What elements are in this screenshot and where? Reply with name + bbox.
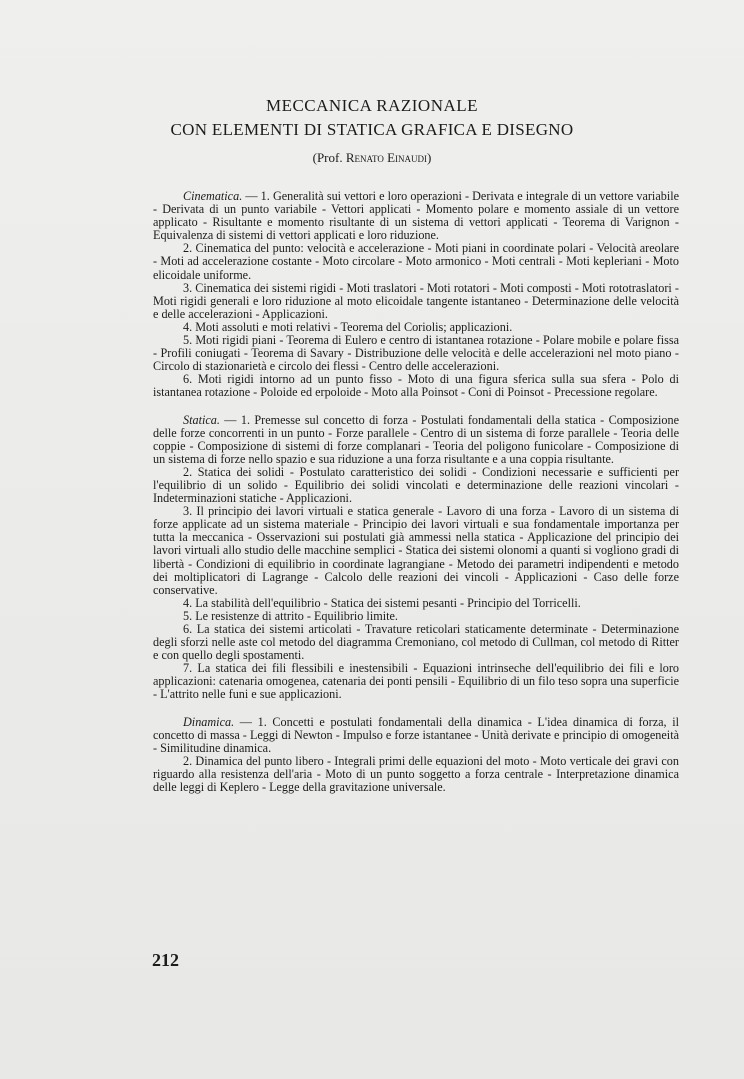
section-paragraph: 6. La statica dei sistemi articolati - Travature reticolari staticamente determinate - Determinazione degli sforzi nelle aste col metodo del diagramma Cremoniano, col metodo di Cullman, col metodo di Ritter e con quello degli spostamenti. (153, 622, 679, 663)
section-paragraph: 7. La statica dei fili flessibili e inestensibili - Equazioni intrinseche dell'equilibrio dei fili e loro applicazioni: catenaria omogenea, catenaria dei ponti pensili - Equilibrio di un filo teso sopra una superficie - L'attrito nelle funi e sue applicazioni. (153, 661, 679, 702)
section-paragraph: 5. Le resistenze di attrito - Equilibrio limite. (183, 608, 398, 623)
section-paragraph: 4. Moti assoluti e moti relativi - Teorema del Coriolis; applicazioni. (183, 319, 513, 334)
section-paragraph: 2. Statica dei solidi - Postulato caratteristico dei solidi - Condizioni necessarie e sufficienti per l'equilibrio di un solido - Equilibrio dei solidi vincolati e determinazione delle reazioni vincolari - Indeterminazioni statiche - Applicazioni. (153, 464, 679, 506)
section-paragraph: 4. La stabilità dell'equilibrio - Statica dei sistemi pesanti - Principio del Torricelli. (183, 595, 581, 610)
section-paragraph: 2. Dinamica del punto libero - Integrali primi delle equazioni del moto - Moto verticale dei gravi con riguardo alla resistenza dell'aria - Moto di un punto soggetto a forza centrale - Interpretazione dinamica delle leggi di Keplero - Legge della gravitazione universale. (153, 753, 679, 795)
course-subtitle: CON ELEMENTI DI STATICA GRAFICA E DISEGNO (170, 120, 574, 139)
section-heading-statica: Statica. (183, 412, 220, 427)
section-paragraph: 2. Cinematica del punto: velocità e accelerazione - Moti piani in coordinate polari - Velocità areolare - Moti ad accelerazione costante - Moto circolare - Moto armonico - Moti centrali - Moti kepleriani - Moto elicoidale uniforme. (153, 241, 679, 282)
course-title: MECCANICA RAZIONALE (265, 96, 479, 115)
author-suffix: ) (427, 150, 432, 165)
section-paragraph: Cinematica. — 1. Generalità sui vettori e loro operazioni - Derivata e integrale di un vettore variabile - Derivata di un punto variabile - Vettori applicati - Momento polare e momento assiale di un vettore applicato - Risultante e momento risultante di un sistema di vettori applicati - Teorema di Varignon - Equivalenza di sistemi di vettori applicati e loro riduzione. (153, 189, 679, 243)
syllabus-body (153, 190, 679, 794)
section-heading-dinamica: Dinamica. (183, 714, 235, 729)
author-line (0, 150, 744, 166)
section-paragraph: Statica. — 1. Premesse sul concetto di forza - Postulati fondamentali della statica - Composizione delle forze concorrenti in un punto - Forze parallele - Centro di un sistema di forze parallele - Teoria delle coppie - Composizione di sistemi di forze complanari - Teoria del poligono funicolare - Composizione di un sistema di forze nello spazio e sua riduzione a una forza risultante e a una coppia risultante. (153, 412, 679, 466)
section-paragraph: 3. Il principio dei lavori virtuali e statica generale - Lavoro di una forza - Lavoro di un sistema di forze applicate ad un sistema materiale - Principio dei lavori virtuali e sua fondamentale importanza per tutta la meccanica - Osservazioni sui postulati già ammessi nella statica - Applicazione del principio dei lavori virtuali allo studio delle macchine semplici - Statica dei sistemi olonomi a quanti si vogliono gradi di libertà - Condizioni di equilibrio in coordinate lagrangiane - Metodo dei parametri indipendenti e metodo dei moltiplicatori di Lagrange - Calcolo delle reazioni dei vincoli - Applicazioni - Caso delle forze conservative. (153, 504, 679, 597)
section-paragraph: Dinamica. — 1. Concetti e postulati fondamentali della dinamica - L'idea dinamica di forza, il concetto di massa - Leggi di Newton - Impulso e forze istantanee - Unità derivate e principio di omogeneità - Similitudine dinamica. (153, 714, 679, 755)
section-paragraph: 3. Cinematica dei sistemi rigidi - Moti traslatori - Moti rotatori - Moti composti - Moti rototraslatori - Moti rigidi generali e loro riduzione al moto elicoidale tangente istantaneo - Determinazione delle velocità e delle accelerazioni - Applicazioni. (153, 280, 679, 321)
author-name: Renato Einaudi (345, 150, 428, 165)
section-paragraph: 6. Moti rigidi intorno ad un punto fisso - Moto di una figura sferica sulla sua sfera - Polo di istantanea rotazione - Poloide ed erpoloide - Moto alla Poinsot - Coni di Poinsot - Precessione regolare. (153, 372, 679, 400)
author-prefix: (Prof. (312, 150, 346, 165)
section-heading-cinematica: Cinematica. (183, 189, 243, 203)
page-number: 212 (152, 950, 179, 970)
section-paragraph: 5. Moti rigidi piani - Teorema di Eulero e centro di istantanea rotazione - Polare mobile e polare fissa - Profili coniugati - Teorema di Savary - Distribuzione delle velocità e delle accelerazioni nel moto piano - Circolo di stazionarietà e circolo dei flessi - Centro delle accelerazioni. (153, 333, 679, 374)
